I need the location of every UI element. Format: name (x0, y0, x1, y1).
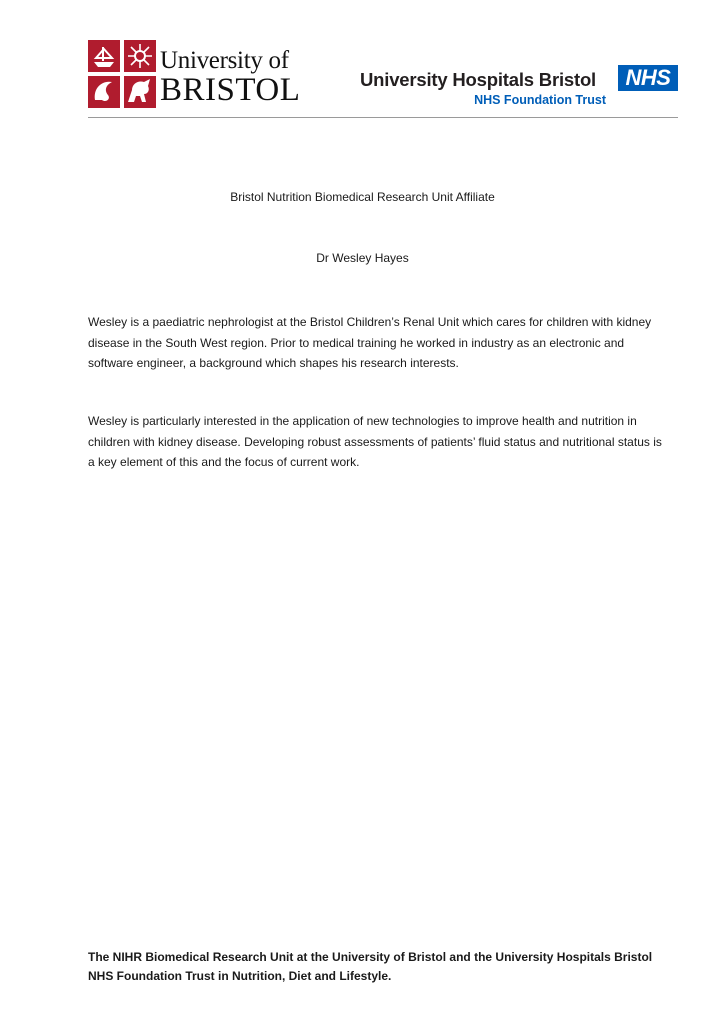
university-hospitals-bristol-logo (360, 65, 678, 109)
body-paragraph-2: Wesley is particularly interested in the application of new technologies to improve health and nutrition in children with kidney disease. Developing robust assessments of patients’ fluid status and nutritional status is a key element of this and the focus of current work. (88, 414, 662, 469)
page-footer (88, 948, 678, 986)
document-author: Dr Wesley Hayes (316, 251, 409, 265)
university-wordmark-line2: BRISTOL (160, 72, 301, 108)
footer-line-2: NHS Foundation Trust in Nutrition, Diet and Lifestyle. (88, 969, 392, 983)
footer-line-1: The NIHR Biomedical Research Unit at the University of Bristol and the University Hospitals Bristol (88, 950, 653, 964)
university-crest-icon (88, 40, 156, 108)
nhs-badge: NHS (618, 65, 678, 91)
header-divider (88, 117, 678, 118)
university-wordmark (160, 48, 300, 107)
university-wordmark-line1: University of (160, 47, 289, 74)
university-of-bristol-logo (88, 40, 308, 110)
document-title: Bristol Nutrition Biomedical Research Unit Affiliate (230, 190, 495, 204)
body-paragraph-1: Wesley is a paediatric nephrologist at the Bristol Children’s Renal Unit which cares for children with kidney disease in the South West region. Prior to medical training he worked in industry as an electronic and software engineer, a background which shapes his research interests. (88, 315, 652, 370)
page-header (88, 38, 678, 118)
hospital-trust-name: NHS Foundation Trust (474, 93, 606, 107)
hospital-name: University Hospitals Bristol (360, 69, 596, 90)
